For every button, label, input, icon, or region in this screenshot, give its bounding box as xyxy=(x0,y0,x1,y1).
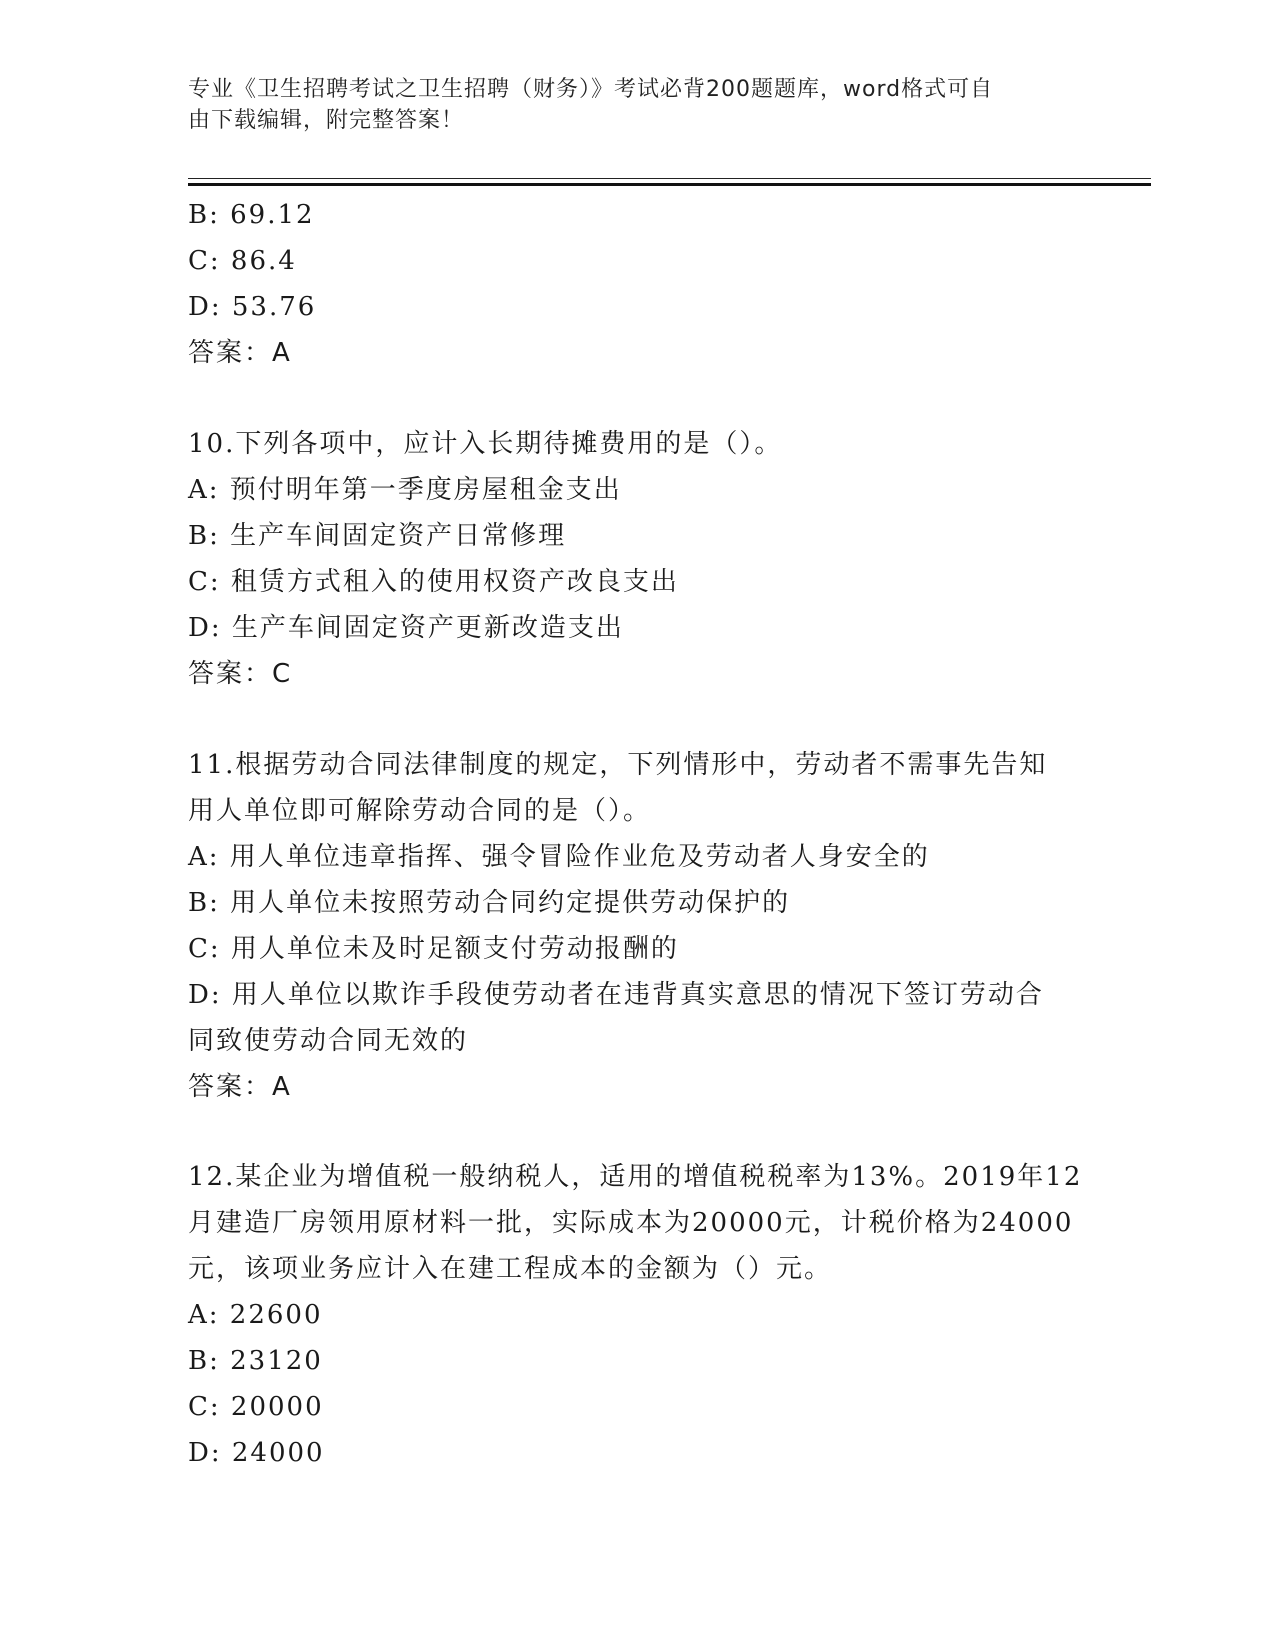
option-b: B: 用人单位未按照劳动合同约定提供劳动保护的 xyxy=(188,888,791,918)
option-b: B: 69.12 xyxy=(188,200,315,230)
question-9-tail xyxy=(188,192,1078,376)
question-stem-line-1: 12.某企业为增值税一般纳税人，适用的增值税税率为13%。2019年12 xyxy=(188,1162,1083,1192)
question-10 xyxy=(188,421,1078,697)
question-stem: 10.下列各项中，应计入长期待摊费用的是（）。 xyxy=(188,429,783,459)
option-a: A: 预付明年第一季度房屋租金支出 xyxy=(188,475,622,505)
option-c: C: 20000 xyxy=(188,1392,324,1422)
option-c: C: 用人单位未及时足额支付劳动报酬的 xyxy=(188,934,679,964)
header-rule-thin xyxy=(188,178,1151,179)
question-spacer xyxy=(188,697,1078,742)
question-stem-line-1: 11.根据劳动合同法律制度的规定，下列情形中，劳动者不需事先告知 xyxy=(188,750,1048,780)
question-spacer xyxy=(188,376,1078,421)
answer-line: 答案：A xyxy=(188,1072,292,1102)
option-d-line-2: 同致使劳动合同无效的 xyxy=(188,1026,469,1056)
question-stem-line-2: 用人单位即可解除劳动合同的是（）。 xyxy=(188,796,652,826)
question-12 xyxy=(188,1154,1083,1476)
option-d: D: 24000 xyxy=(188,1438,325,1468)
document-header xyxy=(188,74,1068,136)
option-b: B: 生产车间固定资产日常修理 xyxy=(188,521,567,551)
option-d: D: 生产车间固定资产更新改造支出 xyxy=(188,613,624,643)
question-11 xyxy=(188,742,1078,1110)
header-line-1: 专业《卫生招聘考试之卫生招聘（财务）》考试必背200题题库，word格式可自 xyxy=(188,77,994,102)
question-stem-line-3: 元，该项业务应计入在建工程成本的金额为（）元。 xyxy=(188,1254,833,1284)
option-d-line-1: D: 用人单位以欺诈手段使劳动者在违背真实意思的情况下签订劳动合 xyxy=(188,980,1044,1010)
header-rule-thick xyxy=(188,183,1151,186)
question-content xyxy=(188,192,1083,1476)
option-a: A: 22600 xyxy=(188,1300,323,1330)
option-b: B: 23120 xyxy=(188,1346,323,1376)
option-d: D: 53.76 xyxy=(188,292,317,322)
question-stem-line-2: 月建造厂房领用原材料一批，实际成本为20000元，计税价格为24000 xyxy=(188,1208,1074,1238)
answer-line: 答案：A xyxy=(188,338,292,368)
question-spacer xyxy=(188,1110,1078,1154)
answer-line: 答案：C xyxy=(188,659,293,689)
option-c: C: 86.4 xyxy=(188,246,297,276)
option-a: A: 用人单位违章指挥、强令冒险作业危及劳动者人身安全的 xyxy=(188,842,930,872)
header-line-2: 由下载编辑，附完整答案！ xyxy=(188,108,465,133)
option-c: C: 租赁方式租入的使用权资产改良支出 xyxy=(188,567,679,597)
